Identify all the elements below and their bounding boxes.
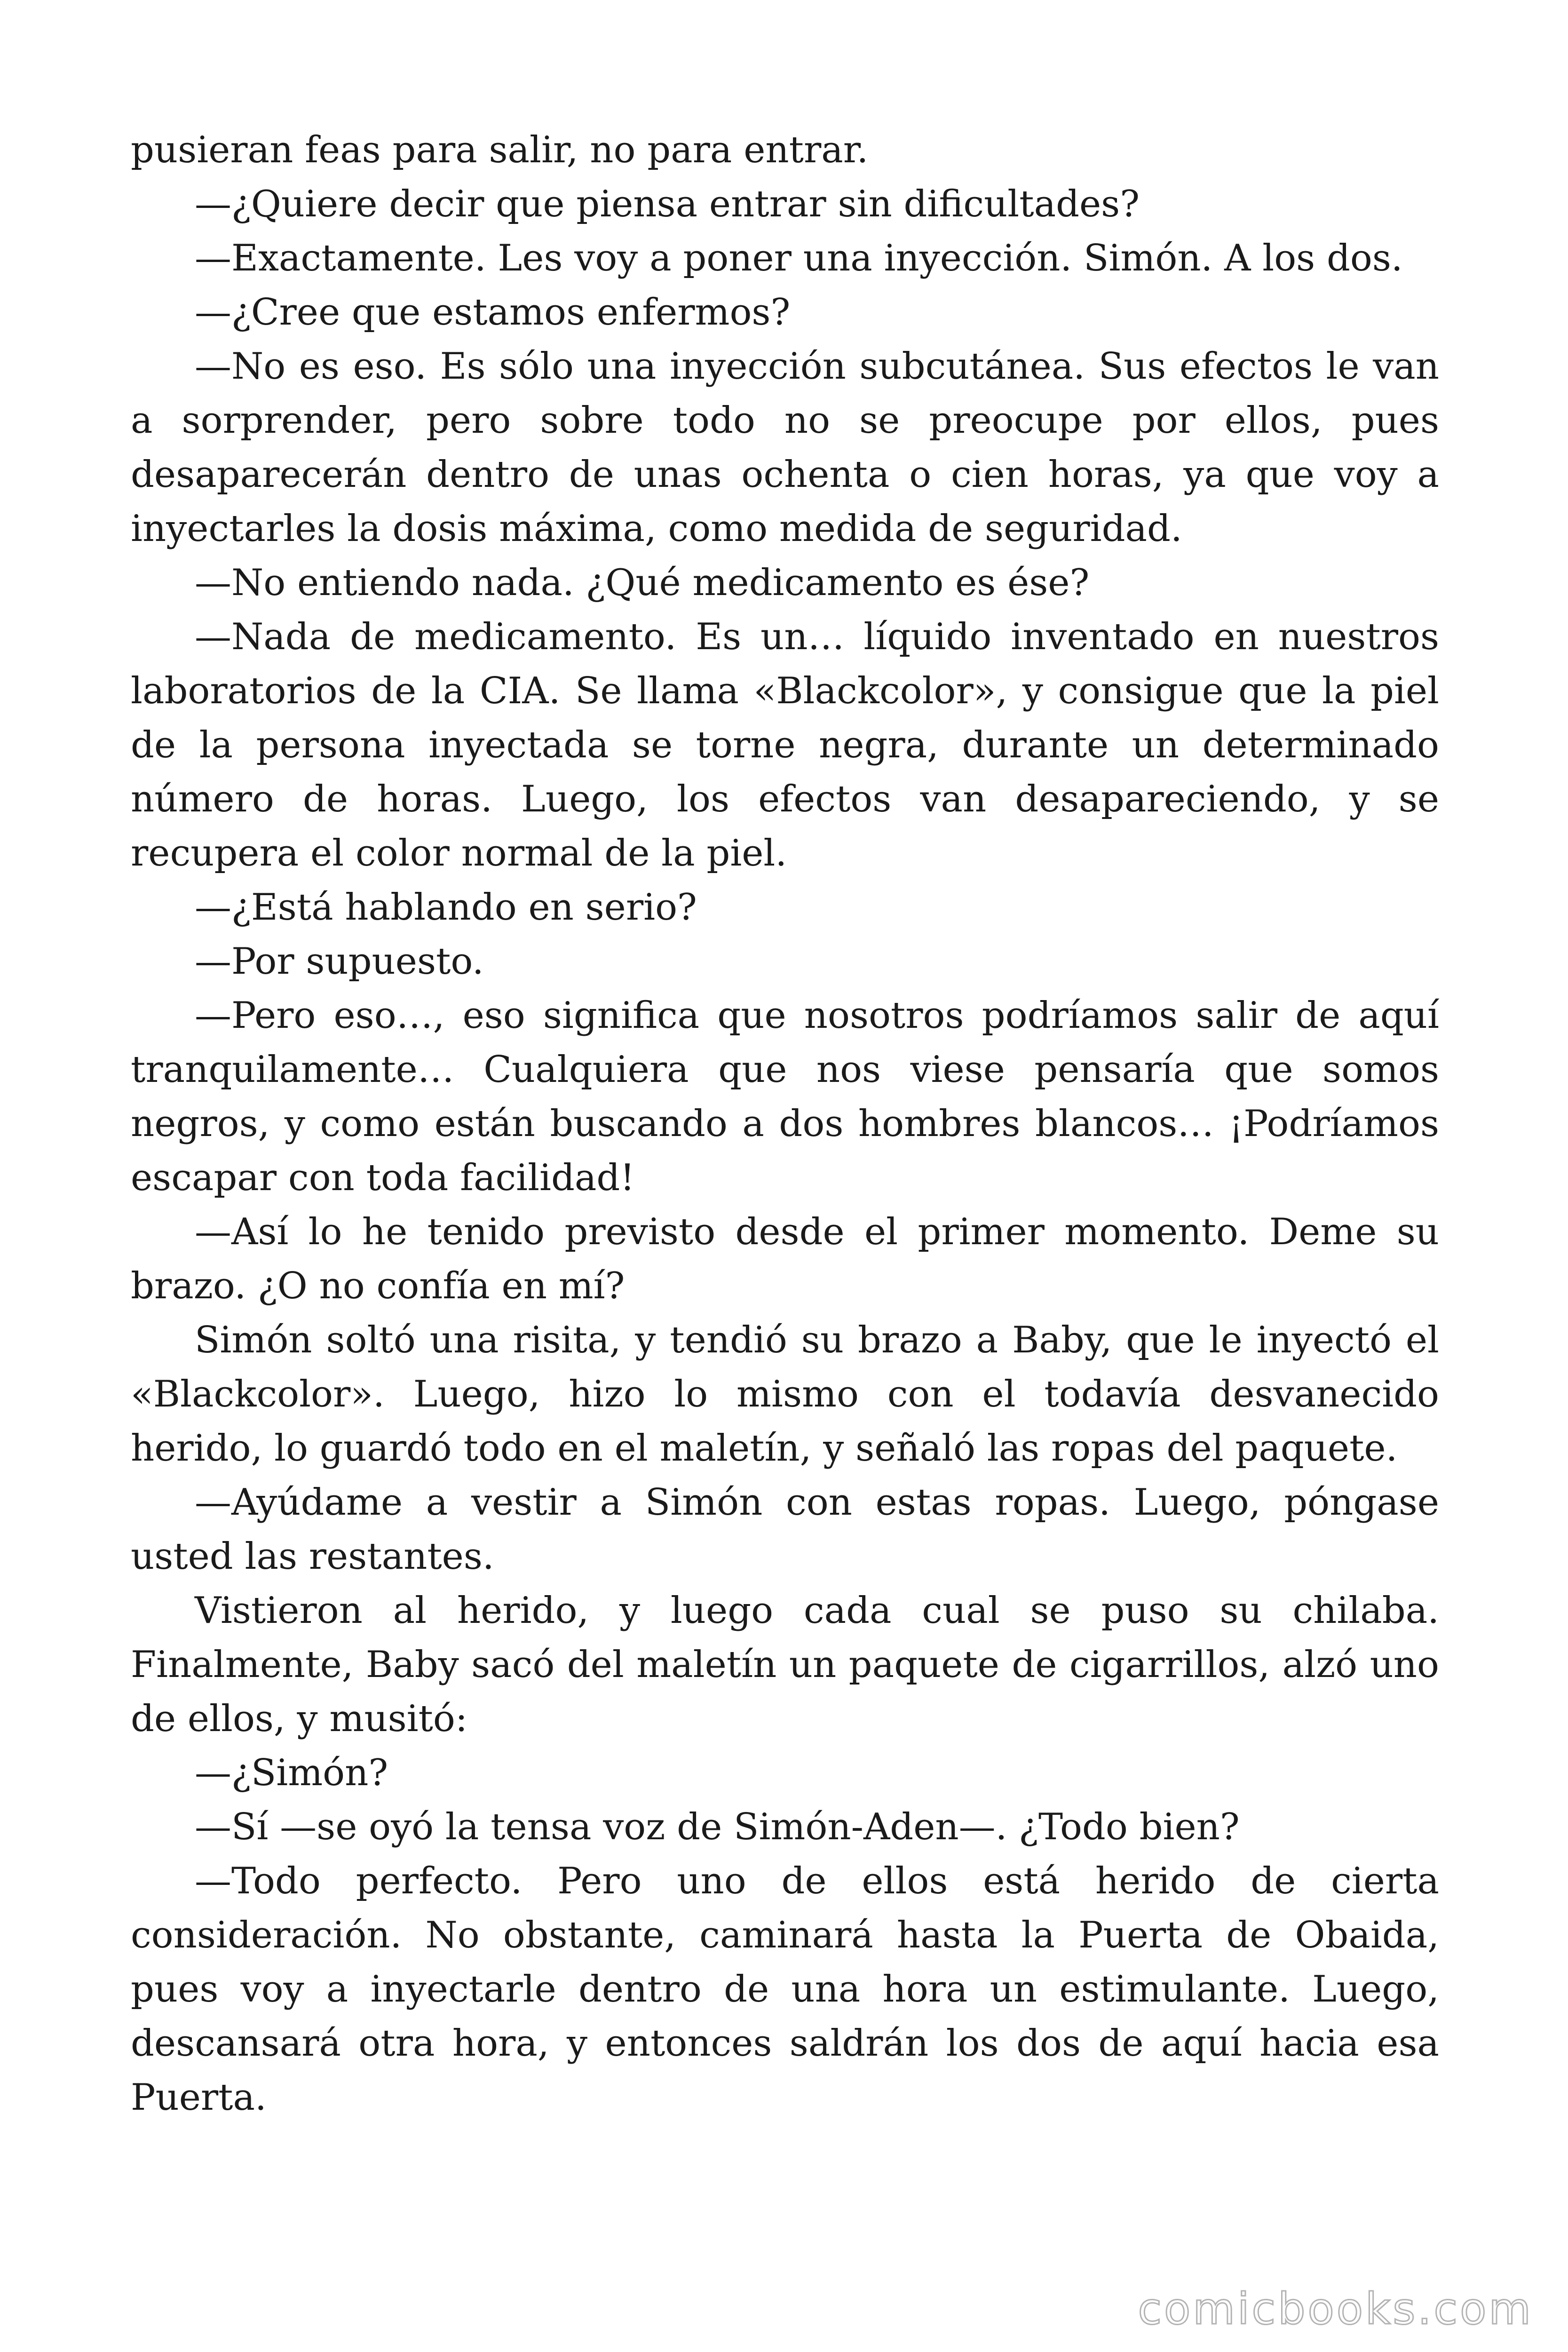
paragraph: —¿Está hablando en serio? (195, 886, 697, 929)
paragraph: —No entiendo nada. ¿Qué medicamento es ése? (195, 562, 1090, 604)
paragraph: —Pero eso…, eso significa que nosotros podríamos salir de aquí tranquilamente… Cualquiera que nos viese pensaría que somos negros, y como están buscando a dos hombres blancos… ¡Podríamos escapar con toda facilidad! (131, 994, 1439, 1199)
paragraph: Vistieron al herido, y luego cada cual se puso su chilaba. Finalmente, Baby sacó del maletín un paquete de cigarrillos, alzó uno de ellos, y musitó: (131, 1589, 1439, 1740)
paragraph: Simón soltó una risita, y tendió su brazo a Baby, que le inyectó el «Blackcolor». Luego, hizo lo mismo con el todavía desvanecido herido, lo guardó todo en el maletín, y señaló las ropas del paquete. (131, 1319, 1439, 1470)
paragraph: —¿Cree que estamos enfermos? (195, 291, 791, 334)
paragraph: —Así lo he tenido previsto desde el primer momento. Deme su brazo. ¿O no confía en mí? (131, 1211, 1439, 1307)
paragraph: —No es eso. Es sólo una inyección subcutánea. Sus efectos le van a sorprender, pero sobre todo no se preocupe por ellos, pues desaparecerán dentro de unas ochenta o cien horas, ya que voy a inyectarles la dosis máxima, como medida de seguridad. (131, 345, 1439, 550)
paragraph: pusieran feas para salir, no para entrar. (131, 129, 869, 171)
page-body-text (131, 123, 1439, 2125)
paragraph: —Por supuesto. (195, 940, 484, 983)
paragraph: —Todo perfecto. Pero uno de ellos está herido de cierta consideración. No obstante, caminará hasta la Puerta de Obaida, pues voy a inyectarle dentro de una hora un estimulante. Luego, descansará otra hora, y entonces saldrán los dos de aquí hacia esa Puerta. (131, 1860, 1439, 2119)
paragraph: —Ayúdame a vestir a Simón con estas ropas. Luego, póngase usted las restantes. (131, 1481, 1439, 1578)
paragraph: —Nada de medicamento. Es un… líquido inventado en nuestros laboratorios de la CIA. Se llama «Blackcolor», y consigue que la piel de la persona inyectada se torne negra, durante un determinado número de horas. Luego, los efectos van desapareciendo, y se recupera el color normal de la piel. (131, 616, 1439, 874)
paragraph: —¿Quiere decir que piensa entrar sin dificultades? (195, 183, 1140, 225)
watermark-text: comicbooks.com (1138, 2284, 1533, 2334)
paragraph: —¿Simón? (195, 1752, 388, 1794)
paragraph: —Exactamente. Les voy a poner una inyección. Simón. A los dos. (195, 237, 1403, 279)
paragraph: —Sí —se oyó la tensa voz de Simón-Aden—. ¿Todo bien? (195, 1806, 1240, 1848)
